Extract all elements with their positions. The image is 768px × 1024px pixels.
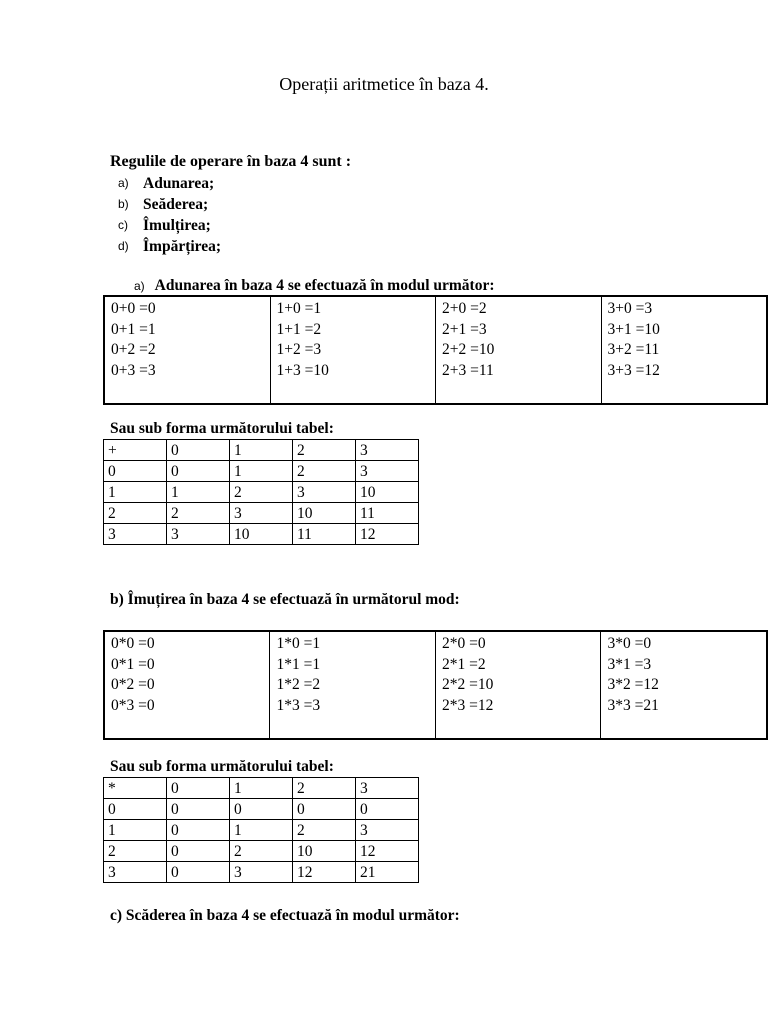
equation: 3+0 =3 (607, 300, 653, 317)
table-cell: 3 (104, 862, 167, 883)
equation: 2*1 =2 (441, 655, 486, 673)
table-cell: 12 (356, 524, 419, 545)
table-cell: 10 (293, 841, 356, 862)
rule-marker: a) (118, 176, 129, 190)
equation: 0*2 =0 (111, 676, 155, 693)
equation: 2+0 =2 (442, 300, 487, 317)
table-cell: 1 (167, 482, 230, 503)
multiplication-column (270, 631, 435, 739)
table-row (104, 461, 419, 482)
multiplication-table-caption: Sau sub forma următorului tabel: (110, 758, 334, 775)
addition-column (104, 296, 270, 404)
table-row (104, 503, 419, 524)
equation: 0*3 =0 (111, 696, 155, 714)
rule-marker: b) (118, 197, 129, 211)
table-cell: 12 (293, 862, 356, 883)
table-cell: 3 (356, 778, 419, 799)
rule-text: Seăderea; (143, 196, 209, 213)
table-cell: 0 (167, 799, 230, 820)
table-cell: 3 (293, 482, 356, 503)
equation: 2*2 =10 (441, 676, 494, 693)
table-cell: 0 (104, 799, 167, 820)
equation: 3*0 =0 (607, 635, 652, 652)
table-cell: 3 (356, 440, 419, 461)
table-cell: 2 (293, 820, 356, 841)
table-cell: 2 (293, 440, 356, 461)
equation: 2+1 =3 (442, 320, 487, 338)
table-cell: 2 (293, 778, 356, 799)
equation: 0*0 =0 (111, 635, 155, 652)
table-cell: 1 (230, 820, 293, 841)
equation: 1*2 =2 (276, 676, 321, 693)
equation: 3*3 =21 (607, 696, 659, 714)
multiplication-grid-table (103, 777, 419, 883)
table-cell: 0 (167, 440, 230, 461)
table-row (104, 440, 419, 461)
equation: 0*1 =0 (111, 655, 155, 673)
addition-column (601, 296, 767, 404)
rule-item (118, 194, 221, 215)
table-cell: 21 (356, 862, 419, 883)
equation: 1+0 =1 (276, 300, 322, 317)
table-row (104, 841, 419, 862)
addition-grid-table (103, 439, 419, 545)
table-cell: 0 (356, 799, 419, 820)
table-cell: 3 (356, 820, 419, 841)
table-row (104, 778, 419, 799)
equation: 0+0 =0 (111, 300, 156, 317)
rule-item (118, 173, 221, 194)
equation: 3*1 =3 (607, 655, 652, 673)
table-cell: 3 (356, 461, 419, 482)
rule-item (118, 215, 221, 236)
table-cell: 0 (293, 799, 356, 820)
equation: 2+2 =10 (442, 341, 495, 358)
table-cell: 11 (293, 524, 356, 545)
addition-heading-text: Adunarea în baza 4 se efectuază în modul următor: (154, 277, 495, 294)
table-cell: * (104, 778, 167, 799)
table-cell: 12 (356, 841, 419, 862)
equation: 1*0 =1 (276, 635, 321, 652)
table-cell: 1 (230, 461, 293, 482)
equation: 1*1 =1 (276, 655, 321, 673)
rule-marker: d) (118, 239, 129, 253)
table-cell: 3 (230, 503, 293, 524)
table-cell: 2 (293, 461, 356, 482)
rule-text: Adunarea; (143, 175, 215, 192)
rules-intro: Regulile de operare în baza 4 sunt : (110, 153, 352, 170)
table-cell: 2 (104, 841, 167, 862)
table-cell: 0 (230, 799, 293, 820)
addition-column (270, 296, 436, 404)
table-row (104, 482, 419, 503)
subtraction-heading: c) Scăderea în baza 4 se efectuază în modul următor: (110, 907, 460, 924)
equation: 3+3 =12 (607, 361, 660, 379)
table-cell: 0 (167, 461, 230, 482)
multiplication-heading: b) Îmuțirea în baza 4 se efectuază în următorul mod: (110, 591, 460, 608)
table-cell: 1 (104, 482, 167, 503)
addition-column (436, 296, 602, 404)
table-cell: 10 (356, 482, 419, 503)
table-row (104, 524, 419, 545)
equation: 3*2 =12 (607, 676, 659, 693)
equation: 2*0 =0 (441, 635, 486, 652)
table-cell: 1 (230, 440, 293, 461)
table-cell: 0 (104, 461, 167, 482)
table-cell: 2 (104, 503, 167, 524)
table-cell: 2 (167, 503, 230, 524)
table-cell: 10 (293, 503, 356, 524)
equation: 2*3 =12 (441, 696, 494, 714)
multiplication-column (601, 631, 767, 739)
equation: 1*3 =3 (276, 696, 321, 714)
addition-table-caption: Sau sub forma următorului tabel: (110, 420, 334, 437)
rule-item (118, 236, 221, 257)
equation: 2+3 =11 (442, 361, 494, 379)
rule-marker: c) (118, 218, 128, 232)
addition-heading (134, 277, 495, 295)
multiplication-column (104, 631, 270, 739)
multiplication-column (435, 631, 601, 739)
table-cell: 2 (230, 841, 293, 862)
equation: 1+3 =10 (276, 361, 329, 379)
addition-marker: a) (134, 279, 145, 293)
equation: 1+2 =3 (276, 341, 322, 358)
equation: 0+1 =1 (111, 320, 156, 338)
table-cell: 0 (167, 820, 230, 841)
rule-text: Îmulțirea; (143, 217, 211, 234)
equation: 3+2 =11 (607, 341, 660, 358)
table-cell: 0 (167, 778, 230, 799)
table-cell: 0 (167, 841, 230, 862)
equation: 0+2 =2 (111, 341, 156, 358)
table-cell: 3 (230, 862, 293, 883)
table-cell: 1 (230, 778, 293, 799)
document-title: Operații aritmetice în baza 4. (279, 74, 489, 94)
table-cell: 0 (167, 862, 230, 883)
rule-text: Împărțirea; (143, 238, 222, 255)
table-cell: 2 (230, 482, 293, 503)
table-cell: + (104, 440, 167, 461)
rules-list (118, 173, 221, 257)
multiplication-rules-table (103, 630, 768, 740)
table-row (104, 820, 419, 841)
equation: 3+1 =10 (607, 320, 660, 338)
table-cell: 11 (356, 503, 419, 524)
table-cell: 10 (230, 524, 293, 545)
table-row (104, 799, 419, 820)
table-cell: 3 (167, 524, 230, 545)
equation: 0+3 =3 (111, 361, 156, 379)
equation: 1+1 =2 (276, 320, 322, 338)
addition-rules-table (103, 295, 768, 405)
table-cell: 1 (104, 820, 167, 841)
table-cell: 3 (104, 524, 167, 545)
table-row (104, 862, 419, 883)
